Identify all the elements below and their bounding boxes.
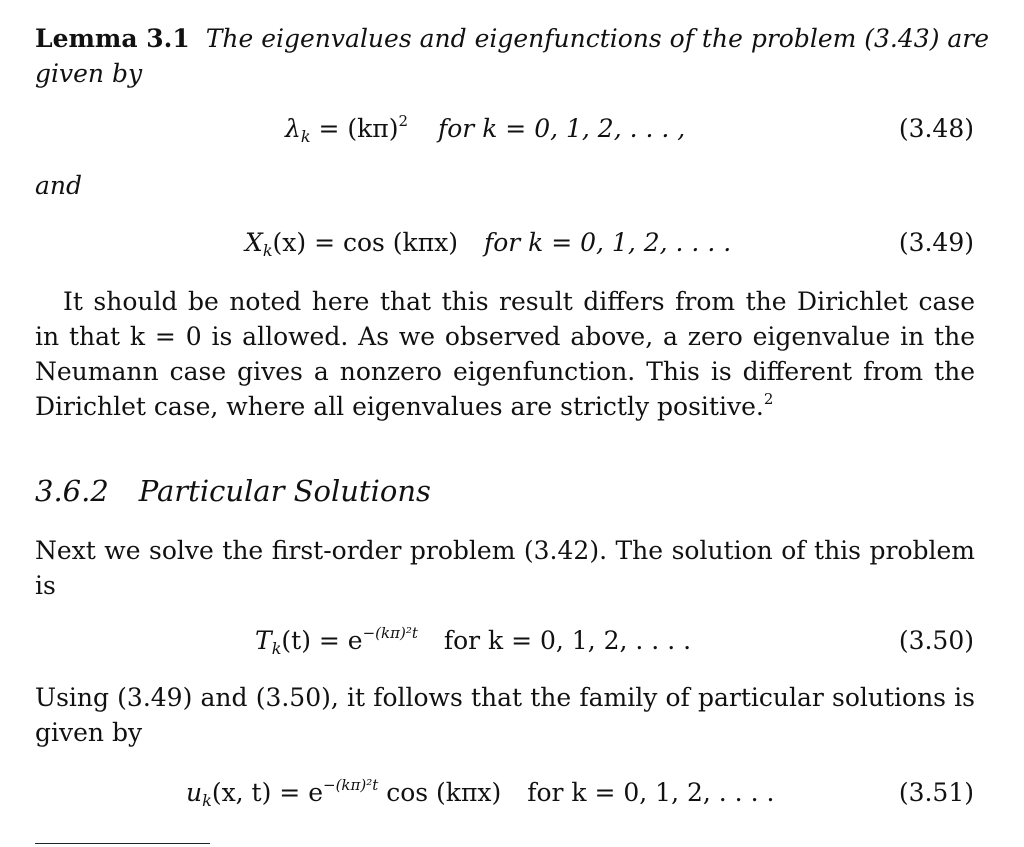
text-line: Next we solve the first-order problem (3.42). The solution of this problem xyxy=(35,536,975,565)
eq-body: (t) = e xyxy=(281,626,363,655)
lemma-statement: The eigenvalues and eigenfunctions of the problem (3.43) are xyxy=(205,24,990,53)
eq-symbol: T xyxy=(255,626,272,655)
eq-superscript: −(kπ)²t xyxy=(323,776,379,794)
eq-condition: for k = 0, 1, 2, . . . , xyxy=(438,114,686,143)
paragraph-neumann-note xyxy=(35,284,975,424)
connector-and: and xyxy=(35,171,83,200)
paragraph-family xyxy=(35,680,975,750)
lemma-label: Lemma 3.1 xyxy=(35,24,190,53)
eq-body: = (kπ) xyxy=(310,114,399,143)
equation-number: (3.49) xyxy=(898,228,974,257)
text-line: Neumann case gives a nonzero eigenfunction. This is different from the xyxy=(35,357,975,386)
footnote-rule xyxy=(35,843,210,844)
text-line: It should be noted here that this result differs from the Dirichlet case xyxy=(63,287,975,316)
eq-superscript: 2 xyxy=(398,112,409,130)
footnote-marker: 2 xyxy=(763,390,774,408)
section-number: 3.6.2 xyxy=(35,474,109,508)
eq-condition: for k = 0, 1, 2, . . . . xyxy=(443,626,692,655)
eq-condition: for k = 0, 1, 2, . . . . xyxy=(483,228,732,257)
lemma-statement-cont: given by xyxy=(35,59,143,88)
eq-symbol: u xyxy=(186,778,203,807)
equation-3-50 xyxy=(255,624,692,658)
eq-subscript: k xyxy=(271,639,282,658)
eq-subscript: k xyxy=(300,127,311,146)
eq-body: (x, t) = e xyxy=(211,778,323,807)
text-line: given by xyxy=(35,718,143,747)
equation-3-48 xyxy=(285,112,686,146)
text-line: Dirichlet case, where all eigenvalues are strictly positive. xyxy=(35,392,764,421)
eq-superscript: −(kπ)²t xyxy=(362,624,418,642)
eq-symbol: X xyxy=(245,228,263,257)
equation-3-49 xyxy=(245,228,732,260)
lemma-line-1 xyxy=(35,21,989,57)
equation-number: (3.48) xyxy=(898,114,974,143)
equation-3-51 xyxy=(186,776,775,810)
eq-symbol: λ xyxy=(285,114,301,143)
section-title: Particular Solutions xyxy=(138,474,431,508)
eq-body: (x) = cos (kπx) xyxy=(272,228,458,257)
eq-condition: for k = 0, 1, 2, . . . . xyxy=(527,778,775,807)
equation-number: (3.51) xyxy=(898,778,974,807)
eq-subscript: k xyxy=(202,791,212,810)
text-line: is xyxy=(35,571,56,600)
paragraph-first-order xyxy=(35,533,975,603)
text-line: Using (3.49) and (3.50), it follows that the family of particular solutions is xyxy=(35,683,975,712)
equation-number: (3.50) xyxy=(898,626,974,655)
text-line: in that k = 0 is allowed. As we observed above, a zero eigenvalue in the xyxy=(35,322,975,351)
section-heading xyxy=(35,474,431,508)
eq-body: cos (kπx) xyxy=(378,778,502,807)
eq-subscript: k xyxy=(262,241,273,260)
